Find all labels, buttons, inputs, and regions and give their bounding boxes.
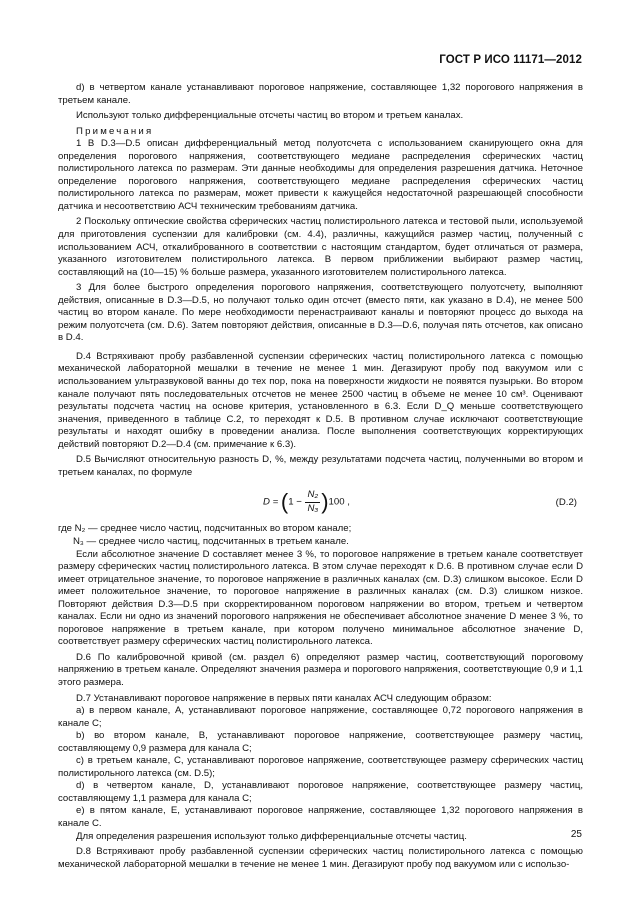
document-body <box>58 82 583 871</box>
formula-numerator: N₂ <box>305 489 320 503</box>
formula-factor: 100 , <box>328 496 350 508</box>
list-item: е) в пятом канале, Е, устанавливают пороговое напряжение, составляющее 1,32 порогового напряжения в канале С. <box>58 805 583 829</box>
legend-n3: N₃ — среднее число частиц, подсчитанных в третьем канале. <box>73 535 349 547</box>
formula-legend <box>58 523 583 548</box>
list-item: d) в четвертом канале, D, устанавливают пороговое напряжение, соответствующее размеру частиц, составляющему 1,1 размера для канала С; <box>58 780 583 804</box>
formula-d2: D = (1 − $\frac{\text{N₂}}{\text{N₃}}$ )100 , (D.2) <box>263 489 577 515</box>
paragraph: d) в четвертом канале устанавливают пороговое напряжение, составляющее 1,32 порогового напряжения в третьем канале. <box>58 82 583 106</box>
formula-one: 1 − <box>288 496 302 508</box>
clause-d4: D.4 Встряхивают пробу разбавленной суспензии сферических частиц полистирольного латекса с помощью механической лабораторной мешалки в течение не менее 1 мин. Дегазируют пробу под вакуумом или с использованием ультразвуковой ванны до тех пор, пока на поверхности жидкости не появятся пузырьки. Во втором канале получают пять последовательных отсчетов не менее 2500 частиц в объеме не менее 10 см³. Оценивают результаты подсчета частиц на основе критерия, установленного в 6.3. Если D_Q меньше соответствующего значения, приведенного в таблице С.2, то переходят к D.5. В противном случае исключают соответствующие результаты и находят ошибку в проведении анализа. После выполнения соответствующих корректирующих действий повторяют D.2—D.4 (см. примечание к 6.3). <box>58 350 583 450</box>
formula-number: (D.2) <box>555 497 577 509</box>
note-1: 1 В D.3—D.5 описан дифференциальный метод полуотсчета с использованием сканирующего окна для определения порогового напряжения, соответствующего медиане распределения сферических частиц полистирольного латекса по размерам. Эти данные необходимы для определения разрешения датчика. Неточное определение порогового напряжения, соответствующего медиане распределения сферических частиц полистирольного латекса по размерам, может привести к кажущейся недостаточной разрешающей способности датчика и несоответствию АСЧ техническим требованиям датчика. <box>58 138 583 212</box>
paragraph: Для определения разрешения используют только дифференциальные отсчеты частиц. <box>76 830 467 842</box>
paragraph: Используют только дифференциальные отсчеты частиц во втором и третьем каналах. <box>76 110 464 122</box>
clause-d7: D.7 Устанавливают пороговое напряжение в первых пяти каналах АСЧ следующим образом: <box>76 692 492 704</box>
page-number: 25 <box>570 829 582 840</box>
paragraph: Если абсолютное значение D составляет менее 3 %, то пороговое напряжение в третьем канале соответствует размеру сферических частиц полистирольного латекса. В этом случае переходят к D.6. В противном случае если D имеет отрицательное значение, то пороговое напряжение в различных каналах (см. D.3) слишком высокое. Если D имеет положительное значение, то пороговое напряжение в различных каналах (см. D.3) слишком низкое. Повторяют действия D.3—D.5 при скорректированном пороговом напряжении во втором, третьем и четвертом каналах. Если ни одно из значений порогового напряжения не обеспечивает абсолютное значение D менее 3 %, то пороговое напряжение в третьем канале, при котором получено минимальное абсолютное значение D, соответствует размеру сферических частиц полистирольного латекса. <box>58 548 583 648</box>
document-header: ГОСТ Р ИСО 11171—2012 <box>439 54 582 66</box>
clause-d5: D.5 Вычисляют относительную разность D, %, между результатами подсчета частиц, полученными во втором и третьем каналах, по формуле <box>58 454 583 478</box>
list-item: с) в третьем канале, С, устанавливают пороговое напряжение, соответствующее размеру сферических частиц полистирольного латекса (см. D.5); <box>58 755 583 779</box>
notes-heading: Примечания <box>76 125 154 137</box>
note-3: 3 Для более быстрого определения порогового напряжения, соответствующего полуотсчету, выполняют действия, описанные в D.3—D.5, но получают только один отсчет (вместо пяти, как указано в D.4), не менее 500 частиц во втором канале. По мере необходимости перенастраивают каналы и повторяют процесс до выхода на режим полуотсчета (см. D.6). Затем повторяют действия, описанные в D.3—D.6, получая пять отсчетов, как описано в D.4. <box>58 282 583 344</box>
formula-lhs: D = <box>263 496 279 508</box>
legend-n2: где N₂ — среднее число частиц, подсчитанных во втором канале; <box>58 523 352 535</box>
note-2: 2 Поскольку оптические свойства сферических частиц полистирольного латекса и тестовой пыли, используемой для приготовления суспензии для калибровки (см. 4.4), различны, кажущийся размер частиц, полученный с использованием АСЧ, откалиброванного в соответствии с настоящим стандартом, будет отличаться от размера, указанного изготовителем полистирольного латекса. В первом приближении выбирают размер частиц, составляющий на (10—15) % больше размера, указанного изготовителем полистирольного латекса. <box>58 216 583 278</box>
formula-denominator: N₃ <box>307 502 319 514</box>
clause-d6: D.6 По калибровочной кривой (см. раздел 6) определяют размер частиц, соответствующий пороговому напряжению в третьем канале. Определяют значения размера и порогового напряжения, соответствующие 0,9 и 1,1 этого размера. <box>58 651 583 688</box>
list-item: а) в первом канале, А, устанавливают пороговое напряжение, составляющее 0,72 порогового напряжения в канале С; <box>58 705 583 729</box>
list-item: b) во втором канале, В, устанавливают пороговое напряжение, соответствующее размеру частиц, составляющему 0,9 размера для канала С; <box>58 730 583 754</box>
clause-d8: D.8 Встряхивают пробу разбавленной суспензии сферических частиц полистирольного латекса с помощью механической лабораторной мешалки в течение не менее 1 мин. Дегазируют пробу под вакуумом или с использо- <box>58 846 583 870</box>
